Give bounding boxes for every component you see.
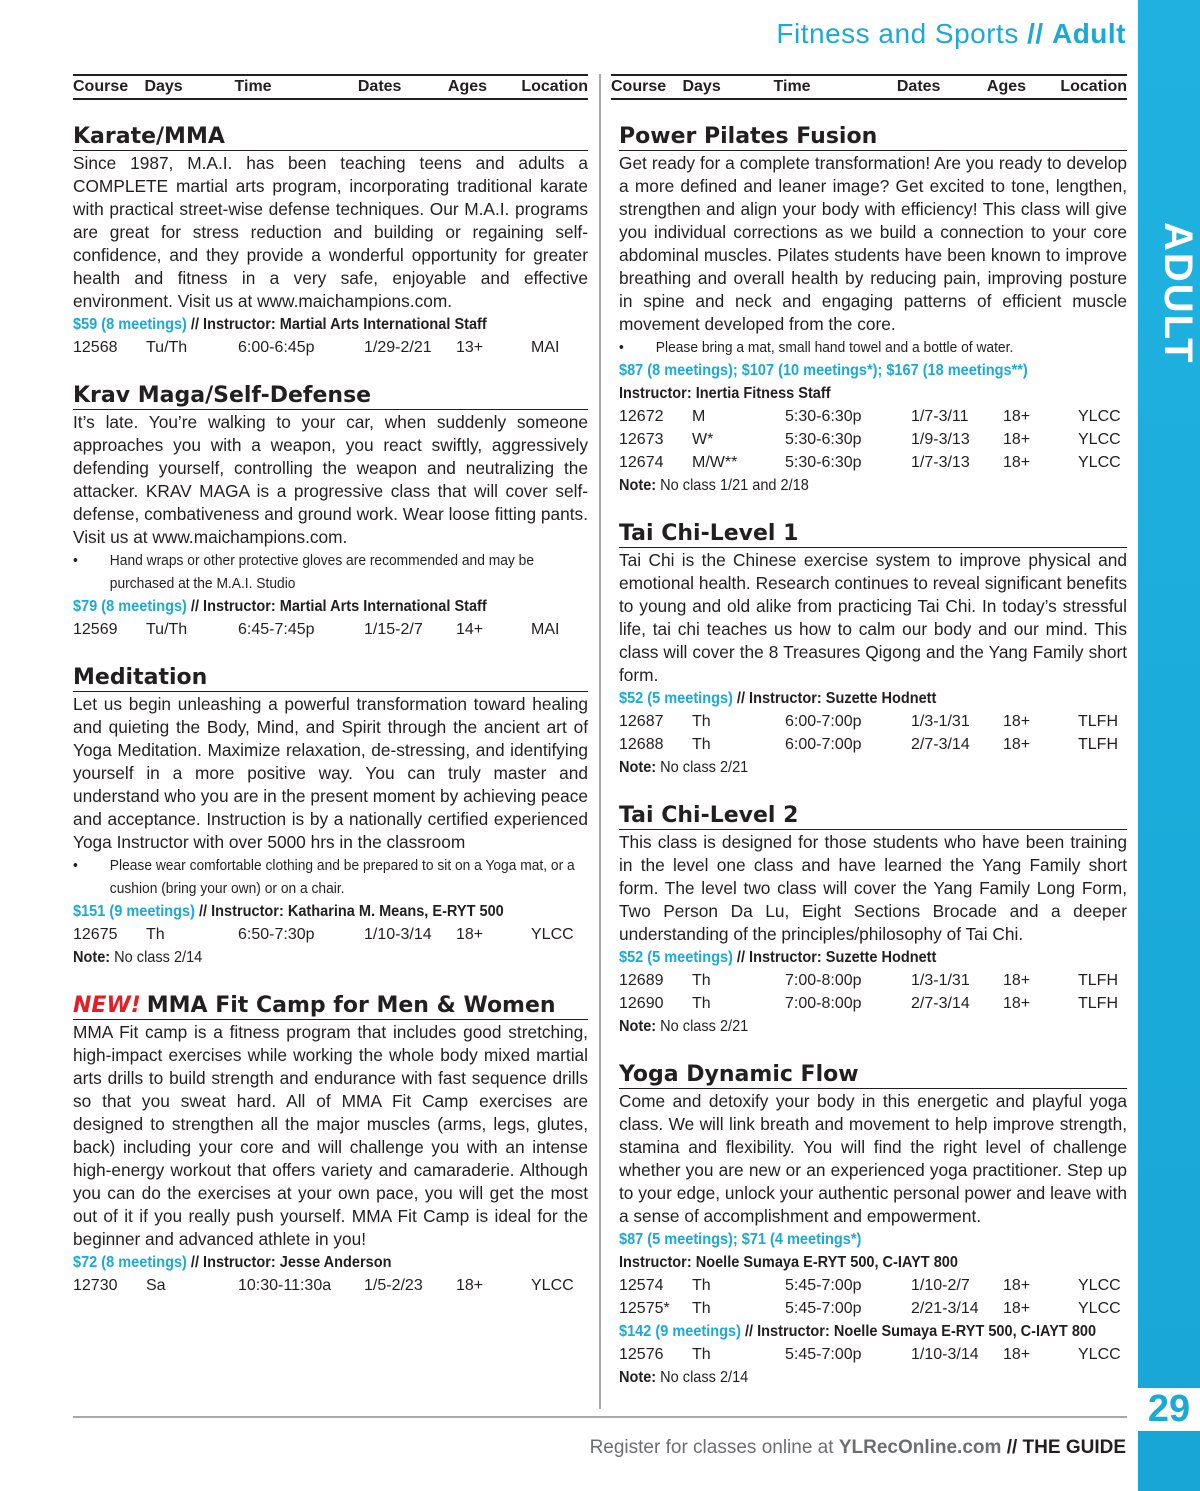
course-number: 12575*	[619, 1300, 670, 1317]
footer	[590, 1437, 1126, 1459]
col-header-days: Days	[682, 78, 721, 95]
note-label: Note:	[619, 1369, 657, 1386]
course-location: YLCC	[1078, 1277, 1121, 1294]
course-time: 10:30-11:30a	[238, 1277, 332, 1294]
course-days: M	[692, 408, 706, 425]
course-location: TLFH	[1078, 736, 1118, 753]
course-title: Yoga Dynamic Flow	[619, 1062, 1127, 1089]
course-time: 7:00-8:00p	[785, 972, 862, 989]
section-side-tab	[1138, 0, 1200, 1491]
note-label: Note:	[73, 949, 111, 966]
course-dates: 2/21-3/14	[911, 1300, 979, 1317]
course-number: 12568	[73, 339, 118, 356]
course-location: YLCC	[1078, 454, 1121, 471]
course-days: Th	[692, 713, 711, 730]
table-row	[619, 428, 1127, 451]
footer-separator: //	[1001, 1437, 1023, 1458]
course-note	[619, 1366, 1128, 1389]
course-dates: 1/29-2/21	[364, 339, 432, 356]
instructor: // Instructor: Noelle Sumaya E-RYT 500, C-IAYT 800	[740, 1323, 1097, 1340]
table-row	[619, 992, 1127, 1015]
course-location: TLFH	[1078, 713, 1118, 730]
course-dates: 1/10-2/7	[911, 1277, 970, 1294]
course-ages: 18+	[1003, 972, 1031, 989]
note-text: No class 2/21	[656, 1018, 749, 1035]
bullet-icon: •	[73, 552, 78, 569]
instructor-line: Instructor: Noelle Sumaya E-RYT 500, C-IAYT 800	[619, 1254, 958, 1271]
course-dates: 1/9-3/13	[911, 431, 970, 448]
course-time: 6:00-7:00p	[785, 736, 862, 753]
course-days: M/W**	[692, 454, 738, 471]
course-ages: 18+	[1003, 454, 1031, 471]
course-time: 6:00-7:00p	[785, 713, 862, 730]
course-ages: 18+	[1003, 995, 1031, 1012]
course-days: Th	[692, 1277, 711, 1294]
page-number: 29	[1138, 1388, 1200, 1431]
course-days: Sa	[146, 1277, 166, 1294]
course-days: W*	[692, 431, 714, 448]
note-text: No class 1/21 and 2/18	[656, 477, 809, 494]
bullet-item	[619, 336, 1128, 359]
new-badge: NEW!	[73, 993, 141, 1018]
course-time: 6:45-7:45p	[238, 621, 315, 638]
course-ages: 18+	[1003, 1277, 1031, 1294]
bullet-text: Please wear comfortable clothing and be prepared to sit on a Yoga mat, or a cushion (bring your own) or on a chair.	[109, 857, 575, 897]
price: $52 (5 meetings)	[619, 949, 733, 966]
table-row	[619, 733, 1127, 756]
note-label: Note:	[619, 477, 657, 494]
course-title: MMA Fit Camp for Men & Women	[146, 993, 556, 1018]
course-section-yoga-dynamic-flow	[611, 1062, 1127, 1389]
price: $72 (8 meetings)	[73, 1254, 187, 1271]
price: $142 (9 meetings)	[619, 1323, 741, 1340]
course-title: Karate/MMA	[73, 124, 588, 151]
bullet-item	[73, 549, 589, 595]
course-number: 12576	[619, 1346, 664, 1363]
course-section-tai-chi-1	[611, 521, 1127, 779]
course-dates: 1/3-1/31	[911, 713, 970, 730]
table-row	[619, 1343, 1127, 1366]
bullet-text: Hand wraps or other protective gloves are recommended and may be purchased at the M.A.I. Studio	[109, 552, 534, 592]
course-description: MMA Fit camp is a fitness program that includes good stretching, high-impact exercises while working the whole body mixed martial arts drills to build strength and endurance with fast sequence drills so that you sweat hard. All of MMA Fit Camp exercises are designed to strengthen all the major muscles (arms, legs, glutes, back) including your core and will challenge you with an intense high-energy workout that offers variety and camaraderie. Although you can do the exercises at your own pace, you will get the most out of it if you really push yourself. MMA Fit Camp is ideal for the beginner and advanced athlete in you!	[73, 1022, 588, 1249]
course-section-mma-fit-camp	[73, 993, 588, 1297]
col-header-course: Course	[611, 78, 667, 95]
price: $151 (9 meetings)	[73, 903, 195, 920]
price-line	[73, 900, 589, 923]
course-time: 5:45-7:00p	[785, 1300, 862, 1317]
course-location: MAI	[531, 621, 560, 638]
course-description: This class is designed for those students who have been training in the level one class and have learned the Yang Family short form. The level two class will cover the Yang Family Long Form, Two Person Da Lu, Eight Sections Brocade and a deeper understanding of the principles/philosophy of Tai Chi.	[619, 832, 1127, 944]
price-line	[73, 595, 589, 618]
course-days: Tu/Th	[146, 339, 188, 356]
course-title: Tai Chi-Level 1	[619, 521, 1127, 548]
table-row	[73, 336, 588, 359]
course-number: 12569	[73, 621, 118, 638]
right-column	[611, 74, 1127, 1389]
course-dates: 1/3-1/31	[911, 972, 970, 989]
price: $59 (8 meetings)	[73, 316, 187, 333]
note-label: Note:	[619, 1018, 657, 1035]
instructor: // Instructor: Martial Arts International Staff	[186, 598, 487, 615]
course-location: YLCC	[1078, 1346, 1121, 1363]
price-line	[619, 359, 1128, 382]
course-number: 12688	[619, 736, 664, 753]
course-dates: 1/10-3/14	[364, 926, 432, 943]
course-location: YLCC	[1078, 408, 1121, 425]
course-location: MAI	[531, 339, 560, 356]
price-line	[73, 1251, 589, 1274]
course-location: YLCC	[1078, 1300, 1121, 1317]
note-text: No class 2/14	[110, 949, 203, 966]
course-time: 5:45-7:00p	[785, 1277, 862, 1294]
course-ages: 18+	[1003, 1300, 1031, 1317]
table-row	[73, 618, 588, 641]
instructor: // Instructor: Suzette Hodnett	[732, 690, 937, 707]
column-header	[73, 74, 588, 100]
course-days: Th	[146, 926, 165, 943]
price-line	[619, 687, 1128, 710]
course-ages: 18+	[1003, 408, 1031, 425]
course-description: Tai Chi is the Chinese exercise system to improve physical and emotional health. Research continues to reveal significant benefits to young and old alike from practicing Tai Chi. In today’s stressful life, tai chi teaches us how to calm our body and our mind. This class will cover the 8 Treasures Qigong and the Yang Family short form.	[619, 550, 1127, 685]
col-header-course: Course	[73, 78, 129, 95]
course-location: TLFH	[1078, 995, 1118, 1012]
course-ages: 18+	[1003, 431, 1031, 448]
bullet-icon: •	[619, 339, 624, 356]
course-days: Th	[692, 1300, 711, 1317]
note-text: No class 2/21	[656, 759, 749, 776]
instructor-line: Instructor: Inertia Fitness Staff	[619, 385, 831, 402]
footer-prefix: Register for classes online at	[589, 1437, 839, 1458]
column-divider	[599, 74, 601, 1409]
side-tab-label: ADULT	[1156, 222, 1200, 365]
course-time: 6:00-6:45p	[238, 339, 315, 356]
course-dates: 1/7-3/11	[911, 408, 969, 425]
course-ages: 18+	[1003, 1346, 1031, 1363]
table-row	[619, 1274, 1127, 1297]
course-location: YLCC	[531, 926, 574, 943]
course-time: 5:45-7:00p	[785, 1346, 862, 1363]
course-number: 12574	[619, 1277, 664, 1294]
course-number: 12730	[73, 1277, 118, 1294]
course-title: Power Pilates Fusion	[619, 124, 1127, 151]
course-note	[619, 474, 1128, 497]
instructor: // Instructor: Jesse Anderson	[186, 1254, 392, 1271]
course-ages: 14+	[456, 621, 484, 638]
bullet-text: Please bring a mat, small hand towel and a bottle of water.	[655, 339, 1014, 356]
course-number: 12675	[73, 926, 118, 943]
course-description: Get ready for a complete transformation! Are you ready to develop a more defined and leaner image? Get excited to tone, lengthen, strengthen and align your body with efficiency! This class will give you individual corrections as we build a connection to your core abdominal muscles. Pilates students have been known to improve breathing and overall health by reducing pain, improving posture in spine and neck and engaging patterns of efficient muscle movement developed from the core.	[619, 153, 1127, 334]
course-note	[73, 946, 589, 969]
table-row	[73, 1274, 588, 1297]
course-time: 5:30-6:30p	[785, 431, 862, 448]
table-row	[73, 923, 588, 946]
col-header-dates: Dates	[357, 78, 402, 95]
course-description: Let us begin unleashing a powerful transformation toward healing and quieting the Body, Mind, and Spirit through the ancient art of Yoga Meditation. Maximize relaxation, de-stressing, and identifying yourself in a more positive way. You can truly master and understand who you are in the present moment by achieving peace and acceptance. Instruction is by a nationally certified experienced Yoga Instructor with over 5000 hrs in the classroom	[73, 694, 588, 852]
course-section-tai-chi-2	[611, 803, 1127, 1038]
course-section-karate	[73, 124, 588, 359]
table-row	[619, 969, 1127, 992]
course-ages: 18+	[456, 926, 484, 943]
price: $87 (8 meetings); $107 (10 meetings*); $167 (18 meetings**)	[619, 362, 1028, 379]
course-number: 12672	[619, 408, 664, 425]
course-days: Th	[692, 1346, 711, 1363]
price: $87 (5 meetings); $71 (4 meetings*)	[619, 1231, 862, 1248]
course-days: Tu/Th	[146, 621, 188, 638]
course-note	[619, 756, 1128, 779]
course-ages: 13+	[456, 339, 484, 356]
left-column	[73, 74, 588, 1297]
footer-guide: THE GUIDE	[1022, 1437, 1126, 1458]
price-line	[619, 946, 1128, 969]
price-line	[619, 1228, 1128, 1251]
col-header-ages: Ages	[986, 78, 1027, 95]
course-ages: 18+	[1003, 713, 1031, 730]
price: $79 (8 meetings)	[73, 598, 187, 615]
column-header	[611, 74, 1127, 100]
col-header-days: Days	[144, 78, 183, 95]
course-days: Th	[692, 736, 711, 753]
course-dates: 2/7-3/14	[911, 736, 970, 753]
col-header-dates: Dates	[896, 78, 941, 95]
table-row	[619, 451, 1127, 474]
course-section-power-pilates	[611, 124, 1127, 497]
course-ages: 18+	[1003, 736, 1031, 753]
course-ages: 18+	[456, 1277, 484, 1294]
footer-url-link[interactable]: YLRecOnline.com	[838, 1437, 1002, 1458]
price-line	[619, 1320, 1128, 1343]
course-dates: 1/7-3/13	[911, 454, 970, 471]
instructor: // Instructor: Katharina M. Means, E-RYT 500	[194, 903, 504, 920]
course-location: TLFH	[1078, 972, 1118, 989]
course-time: 5:30-6:30p	[785, 408, 862, 425]
course-dates: 2/7-3/14	[911, 995, 970, 1012]
course-number: 12689	[619, 972, 664, 989]
course-title: Meditation	[73, 665, 588, 692]
table-row	[619, 710, 1127, 733]
course-dates: 1/10-3/14	[911, 1346, 979, 1363]
col-header-time: Time	[234, 78, 272, 95]
bullet-icon: •	[73, 857, 78, 874]
table-row	[619, 1297, 1127, 1320]
price: $52 (5 meetings)	[619, 690, 733, 707]
course-title-row	[73, 993, 588, 1020]
header-title-main: Fitness and Sports	[776, 18, 1019, 49]
bullet-item	[73, 854, 589, 900]
course-number: 12687	[619, 713, 664, 730]
course-title: Tai Chi-Level 2	[619, 803, 1127, 830]
header-title-separator: //	[1027, 18, 1044, 49]
course-section-meditation	[73, 665, 588, 969]
course-location: YLCC	[1078, 431, 1121, 448]
course-note	[619, 1015, 1128, 1038]
course-description: Come and detoxify your body in this energetic and playful yoga class. We will link breath and movement to help improve strength, stamina and flexibility. You will find the right level of challenge whether you are new or an experienced yoga practitioner. Step up to your edge, unlock your authentic personal power and leave with a sense of accomplishment and empowerment.	[619, 1091, 1127, 1226]
col-header-ages: Ages	[447, 78, 488, 95]
course-number: 12673	[619, 431, 664, 448]
course-days: Th	[692, 995, 711, 1012]
course-description: Since 1987, M.A.I. has been teaching teens and adults a COMPLETE martial arts program, incorporating traditional karate with practical street-wise defense techniques. Our M.A.I. programs are great for stress reduction and building or regaining self-confidence, and they provide a wonderful opportunity for greater health and fitness in a very safe, enjoyable and effective environment. Visit us at www.maichampions.com.	[73, 153, 588, 311]
course-location: YLCC	[531, 1277, 574, 1294]
course-number: 12674	[619, 454, 664, 471]
col-header-location: Location	[521, 78, 589, 95]
course-dates: 1/5-2/23	[364, 1277, 423, 1294]
page-header-title	[776, 18, 1126, 50]
col-header-time: Time	[773, 78, 811, 95]
course-description: It’s late. You’re walking to your car, when suddenly someone approaches you with a weapon, you react swiftly, aggressively defending yourself, controlling the weapon and neutralizing the attacker. KRAV MAGA is a progressive class that will cover self-defense, combativeness and ground work. Wear loose fitting pants. Visit us at www.maichampions.com.	[73, 412, 588, 547]
note-label: Note:	[619, 759, 657, 776]
course-title: Krav Maga/Self-Defense	[73, 383, 588, 410]
course-days: Th	[692, 972, 711, 989]
price-line	[73, 313, 589, 336]
instructor: // Instructor: Suzette Hodnett	[732, 949, 937, 966]
footer-divider	[73, 1416, 1127, 1418]
col-header-location: Location	[1060, 78, 1128, 95]
header-title-sub: Adult	[1051, 18, 1126, 49]
course-dates: 1/15-2/7	[364, 621, 423, 638]
course-time: 5:30-6:30p	[785, 454, 862, 471]
course-number: 12690	[619, 995, 664, 1012]
note-text: No class 2/14	[656, 1369, 749, 1386]
table-row	[619, 405, 1127, 428]
course-time: 7:00-8:00p	[785, 995, 862, 1012]
course-section-krav-maga	[73, 383, 588, 641]
instructor: // Instructor: Martial Arts International Staff	[186, 316, 487, 333]
course-time: 6:50-7:30p	[238, 926, 315, 943]
